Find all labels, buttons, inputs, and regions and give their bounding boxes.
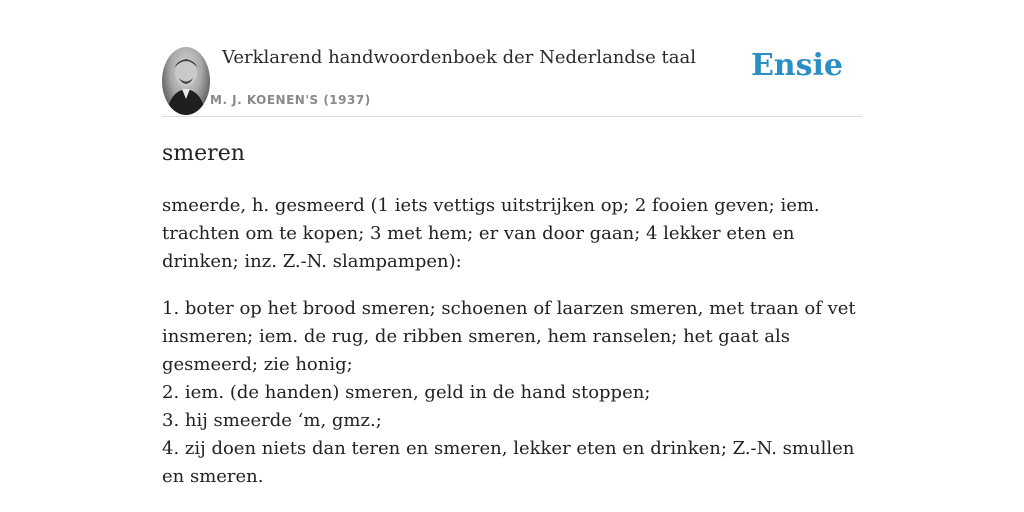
sense-4: 4. zij doen niets dan teren en smeren, lekker eten en drinken; Z.-N. smullen en smeren. — [162, 438, 855, 487]
sense-2: 2. iem. (de handen) smeren, geld in de hand stoppen; — [162, 382, 651, 403]
dictionary-author: M. J. KOENEN'S (1937) — [210, 93, 371, 107]
site-header — [162, 0, 862, 117]
entry-intro: smeerde, h. gesmeerd (1 iets vettigs uitstrijken op; 2 fooien geven; iem. trachten om te kopen; 3 met hem; er van door gaan; 4 lekker eten en drinken; inz. Z.-N. slampampen): — [162, 195, 820, 272]
ensie-logo-link[interactable]: Ensie — [750, 48, 843, 83]
sense-1: 1. boter op het brood smeren; schoenen of laarzen smeren, met traan of vet insmeren; iem. de rug, de ribben smeren, hem ranselen; het gaat als gesmeerd; zie honig; — [162, 298, 856, 375]
dictionary-title: Verklarend handwoordenboek der Nederlandse taal — [222, 47, 696, 68]
author-portrait-image — [162, 47, 210, 115]
page-container — [162, 0, 862, 487]
entry-headword: smeren — [162, 141, 245, 166]
entry-definition — [162, 192, 862, 510]
sense-3: 3. hij smeerde ‘m, gmz.; — [162, 410, 382, 431]
entry-senses — [162, 295, 862, 491]
author-portrait — [162, 47, 210, 115]
